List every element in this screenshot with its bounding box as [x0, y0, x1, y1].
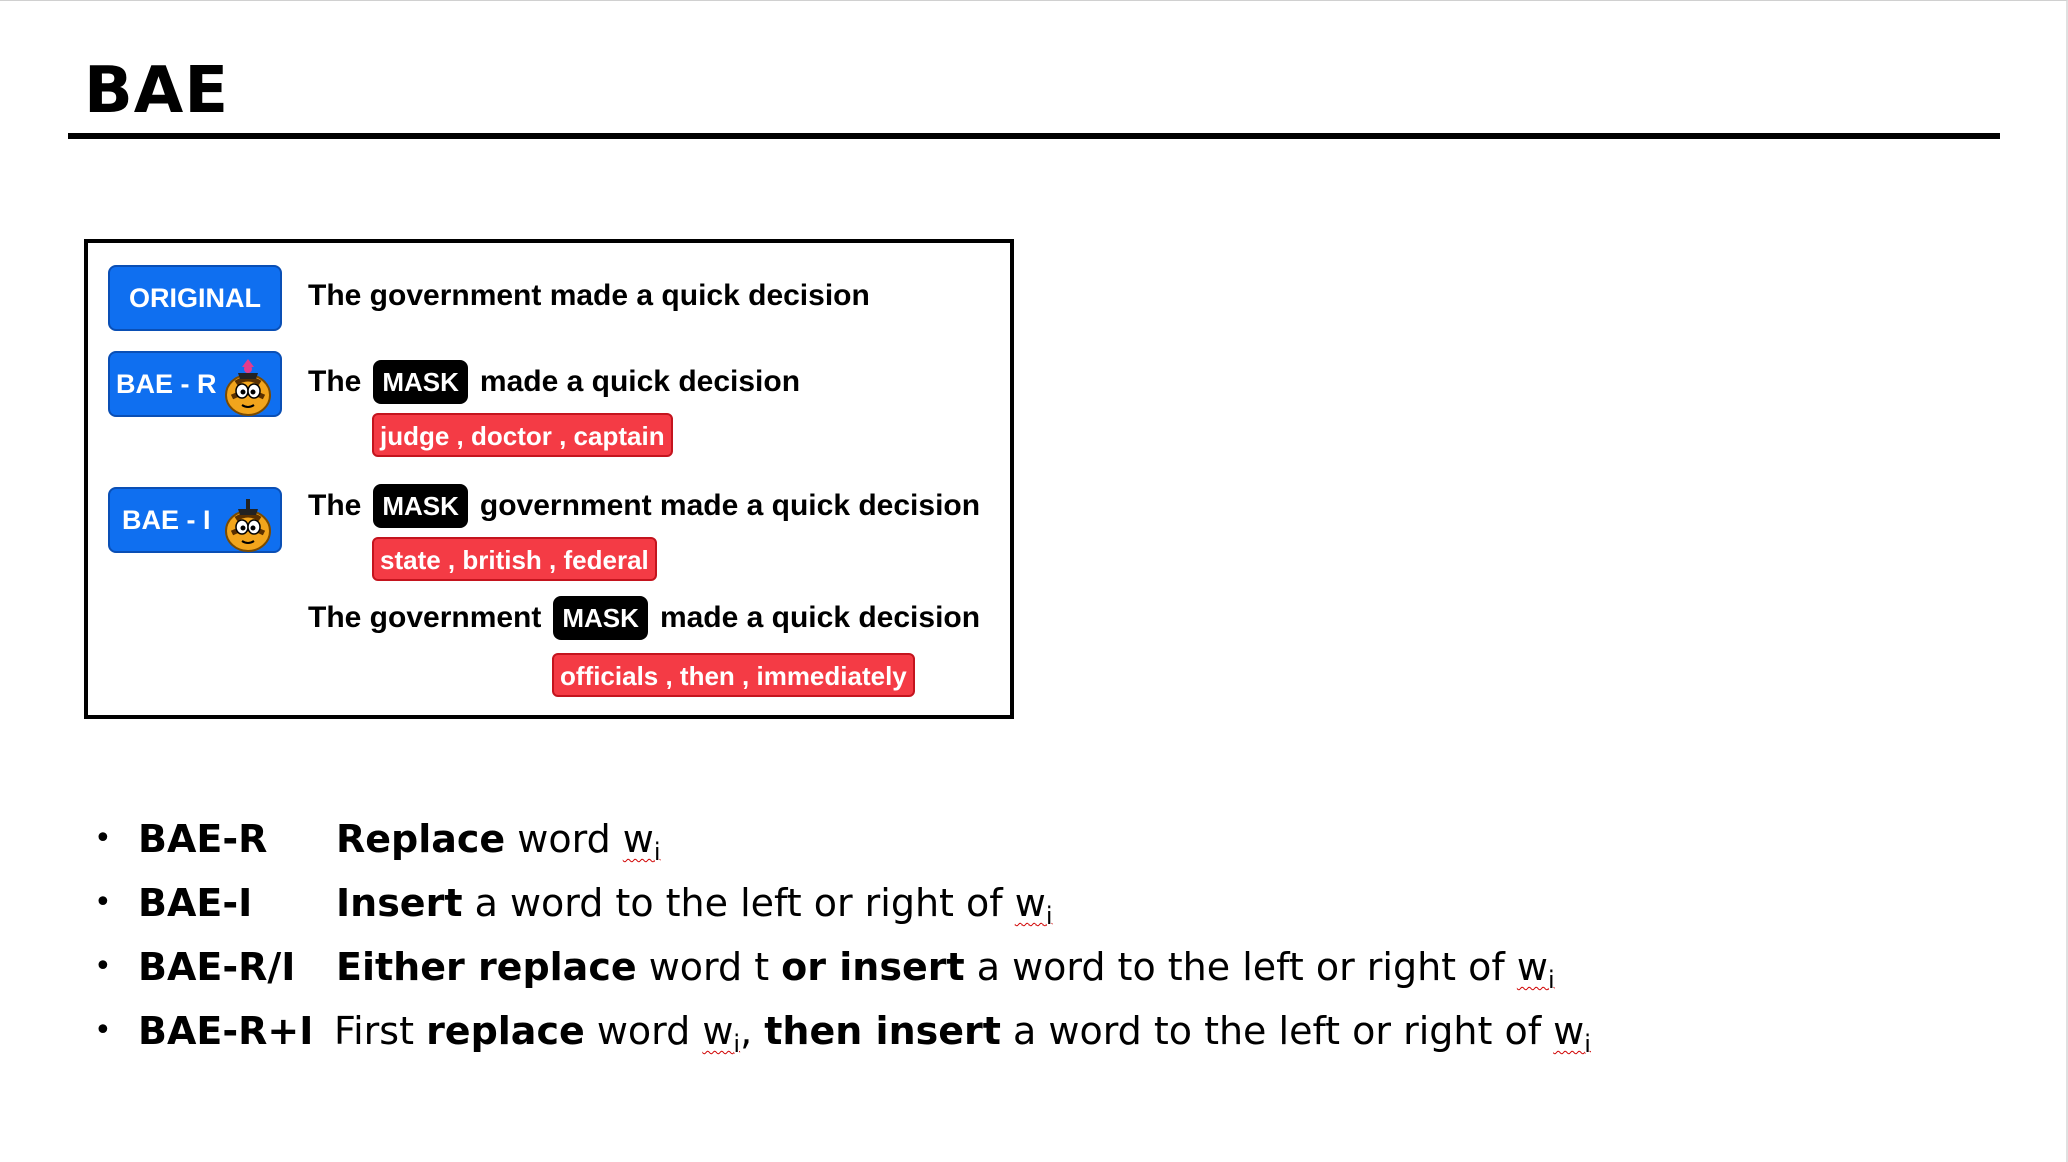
bullet-dot: • — [94, 949, 112, 984]
bullet-comma: , — [740, 1009, 753, 1053]
bullet-term: BAE-R/I — [138, 945, 296, 989]
bae-r-sentence — [308, 359, 800, 405]
bullet-desc — [336, 871, 1053, 935]
original-tag-label: ORIGINAL — [129, 282, 261, 313]
bullet-bold-2: or insert — [781, 945, 965, 989]
bae-i-before: The — [308, 489, 362, 522]
bae-r-mask-token: MASK — [373, 360, 468, 404]
bullet-term: BAE-R — [138, 817, 268, 861]
word-sub: i — [1045, 902, 1053, 930]
word-sub: i — [1547, 966, 1555, 994]
bullet-text-2: a word to the left or right of — [964, 945, 1517, 989]
bullet-desc — [336, 807, 661, 871]
bullet-term: BAE-I — [138, 881, 253, 925]
bullet-desc — [334, 999, 1591, 1063]
word-w: w — [1516, 945, 1548, 989]
bae-i-mask-token-2: MASK — [553, 596, 648, 640]
bullet-dot: • — [94, 885, 112, 920]
bae-i-tag-label: BAE - I — [122, 504, 211, 535]
title-divider — [68, 133, 2000, 139]
word-wi — [622, 817, 661, 866]
bullet-text: word — [505, 817, 623, 861]
bae-r-before: The — [308, 365, 362, 398]
word-wi — [1516, 945, 1555, 994]
bae-r-candidates: judge , doctor , captain — [372, 413, 673, 457]
bullet-bold: Replace — [336, 817, 506, 861]
bullet-bold: Insert — [336, 881, 463, 925]
bae-r-tag-label: BAE - R — [116, 368, 217, 399]
bullet-dot: • — [94, 1013, 112, 1048]
bae-i-after: government made a quick decision — [479, 489, 981, 522]
word-w: w — [1014, 881, 1046, 925]
bae-i-tag — [108, 487, 282, 553]
bullet-dot: • — [94, 821, 112, 856]
word-sub: i — [653, 838, 661, 866]
bae-i-before-2: The government — [308, 601, 542, 634]
bae-i-mask-token: MASK — [373, 484, 468, 528]
bae-r-after: made a quick decision — [479, 365, 801, 398]
word-w-2: w — [1553, 1009, 1585, 1053]
bullet-term: BAE-R+I — [138, 1009, 314, 1053]
word-w: w — [622, 817, 654, 861]
bae-i-after-2: made a quick decision — [659, 601, 981, 634]
word-sub: i — [733, 1030, 741, 1058]
word-w: w — [702, 1009, 734, 1053]
bullet-space — [752, 1009, 764, 1053]
bae-i-sentence-1 — [308, 483, 980, 529]
bert-mascot-icon-2 — [220, 491, 276, 553]
word-sub-2: i — [1584, 1030, 1591, 1058]
bullet-text-0: First — [334, 1009, 427, 1053]
bae-r-tag — [108, 351, 282, 417]
bullet-bold: replace — [426, 1009, 585, 1053]
word-wi — [702, 1009, 741, 1058]
bullet-text: a word to the left or right of — [462, 881, 1015, 925]
original-sentence-text: The government made a quick decision — [308, 279, 870, 312]
word-wi — [1014, 881, 1053, 930]
bert-mascot-icon — [220, 355, 276, 417]
original-sentence — [308, 273, 870, 319]
slide-title: BAE — [84, 54, 230, 128]
bullet-text: word — [584, 1009, 703, 1053]
bullet-bold-2: then insert — [764, 1009, 1001, 1053]
bullet-text-2: a word to the left or right of — [1000, 1009, 1554, 1053]
bae-figure — [84, 239, 1014, 719]
bullet-text: word t — [636, 945, 782, 989]
bullet-desc — [336, 935, 1555, 999]
original-tag — [108, 265, 282, 331]
word-wi-2 — [1553, 1009, 1591, 1058]
bullet-bold: Either replace — [336, 945, 637, 989]
bae-i-sentence-2 — [308, 595, 980, 641]
bae-i-candidates-2: officials , then , immediately — [552, 653, 915, 697]
bae-i-candidates: state , british , federal — [372, 537, 657, 581]
